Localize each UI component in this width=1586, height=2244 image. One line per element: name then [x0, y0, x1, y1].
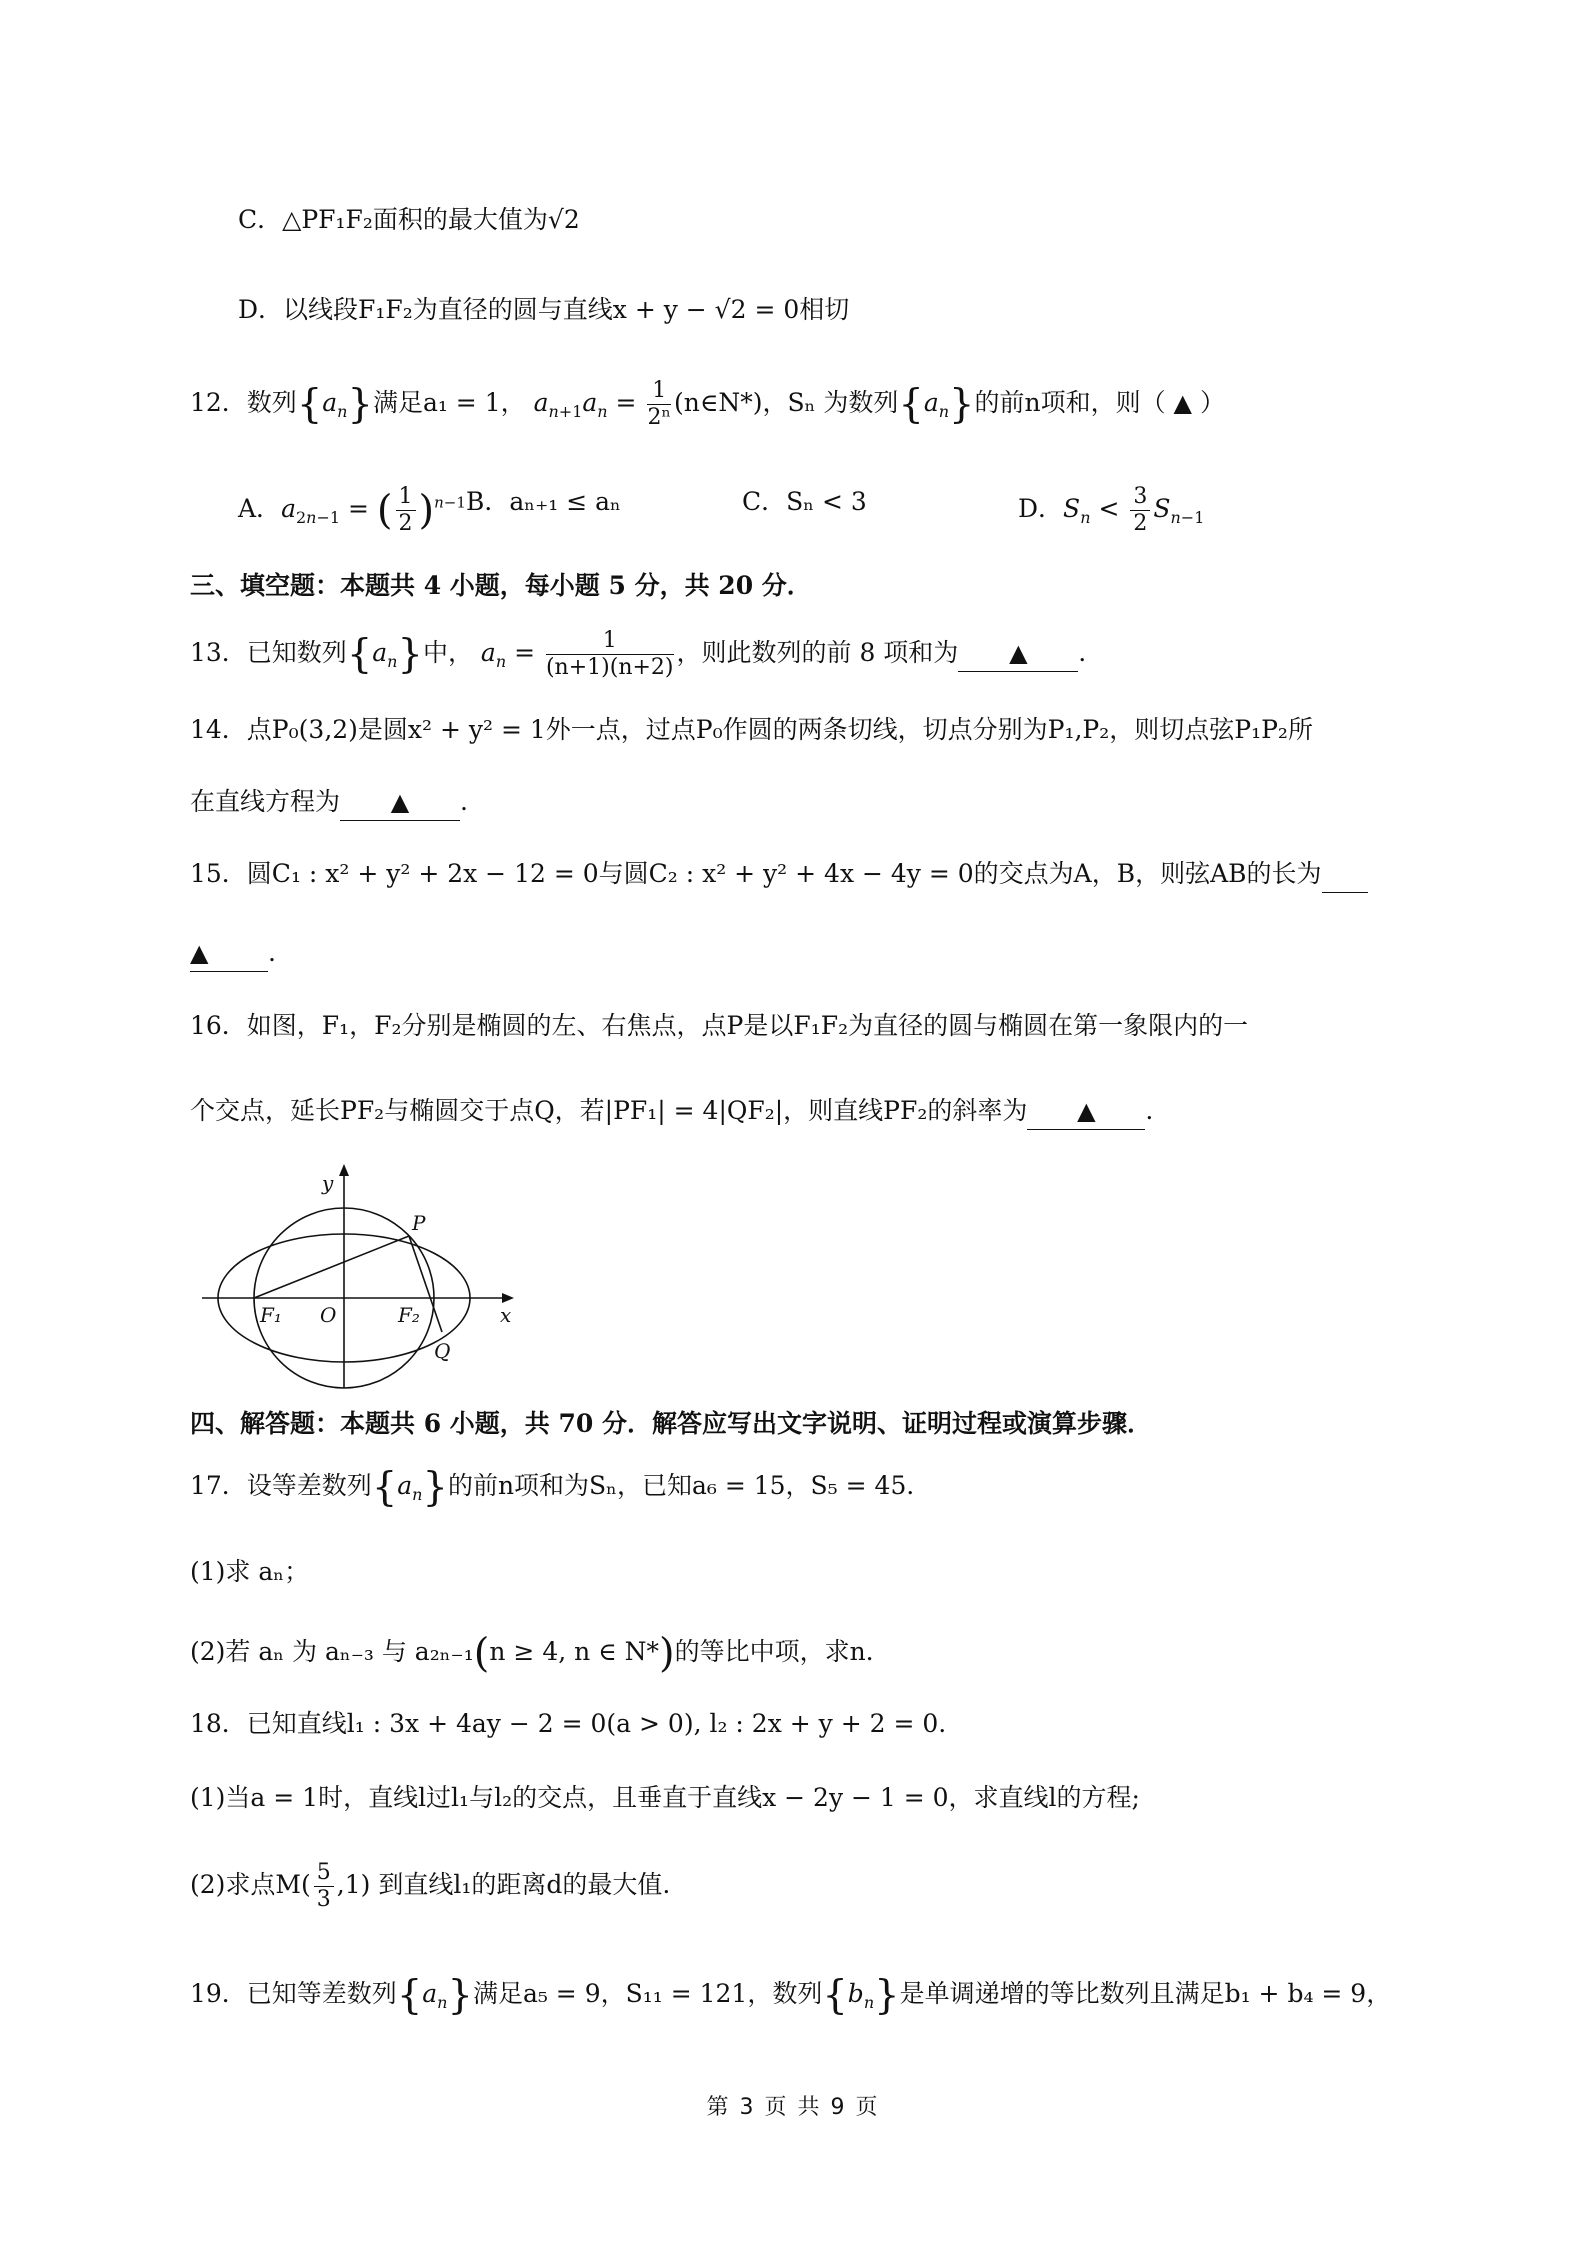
q18-part2: (2)求点M( $\frac{5}{3}$ ,1) 到直线l₁的距离d的最大值. [190, 1860, 671, 1912]
q12-option-b: B．aₙ₊₁ ≤ aₙ [466, 487, 621, 516]
label-q: Q [434, 1339, 451, 1363]
q16-answer-blank[interactable]: ▲ [1027, 1093, 1145, 1130]
label-f2: F₂ [398, 1303, 420, 1327]
q11-option-d: D．以线段F₁F₂为直径的圆与直线x + y − √2 = 0相切 [238, 295, 850, 324]
segment-f1-p [254, 1236, 409, 1298]
q16-line1: 16．如图，F₁，F₂分别是椭圆的左、右焦点，点P是以F₁F₂为直径的圆与椭圆在第一象限内的一 [190, 1011, 1249, 1040]
q16-line2: 个交点，延长PF₂与椭圆交于点Q，若|PF₁| = 4|QF₂|，则直线PF₂的斜率为 ▲ . [190, 1093, 1153, 1130]
label-y: y [322, 1171, 334, 1195]
q17-part2: (2)若 aₙ 为 aₙ₋₃ 与 a₂ₙ₋₁(n ≥ 4, n ∈ N*)的等比中项，求n． [190, 1630, 891, 1677]
q17-stem: 17．设等差数列$\{a_n\}$的前n项和为Sₙ，已知a₆ = 15，S₅ = 45． [190, 1464, 932, 1511]
q12-stem: 12．数列$\{a_n\}$满足a₁ = 1， $a_{n+1}a_n$ = $\frac{1}{\text{2ⁿ}}$ (n∈N*)，Sₙ 为数列$\{a_n\}$的前n项和，则（ ▲ ） [190, 378, 1225, 430]
q15-line2: ▲ . [190, 935, 276, 972]
q17-part1: (1)求 aₙ； [190, 1557, 310, 1586]
label-o: O [320, 1303, 337, 1327]
q14-answer-blank[interactable]: ▲ [340, 784, 460, 821]
q18-stem: 18．已知直线l₁ : 3x + 4ay − 2 = 0(a > 0), l₂ : 2x + y + 2 = 0. [190, 1709, 947, 1738]
q12-option-a: A．$a_{2n-1}$ = ( $\frac{1}{2}$ )$^{n-1}$ [238, 484, 466, 536]
q18-part1: (1)当a = 1时，直线l过l₁与l₂的交点，且垂直于直线x − 2y − 1 = 0，求直线l的方程; [190, 1783, 1140, 1812]
label-x: x [500, 1303, 512, 1327]
section4-heading: 四、解答题：本题共 6 小题，共 70 分．解答应写出文字说明、证明过程或演算步骤． [190, 1409, 1153, 1438]
q14-line1: 14．点P₀(3,2)是圆x² + y² = 1外一点，过点P₀作圆的两条切线，切点分别为P₁,P₂，则切点弦P₁P₂所 [190, 715, 1313, 744]
label-f1: F₁ [260, 1303, 282, 1327]
section3-heading: 三、填空题：本题共 4 小题，每小题 5 分，共 20 分． [190, 571, 812, 600]
q15-line1: 15．圆C₁ : x² + y² + 2x − 12 = 0与圆C₂ : x² + y² + 4x − 4y = 0的交点为A，B，则弦AB的长为 [190, 856, 1368, 893]
q14-line2: 在直线方程为 ▲ . [190, 784, 468, 821]
q11-option-c: C．△PF₁F₂面积的最大值为√2 [238, 205, 580, 234]
q15-answer-blank[interactable]: ▲ [190, 935, 268, 972]
q13-fraction: $\frac{1}{(n+1)(n+2)}$ [545, 628, 674, 680]
q19-stem: 19．已知等差数列$\{a_n\}$满足a₅ = 9，S₁₁ = 121，数列$\{b_n\}$是单调递增的等比数列且满足b₁ + b₄ = 9， [190, 1972, 1392, 2019]
ellipse-circle-figure [196, 1160, 536, 1390]
label-p: P [412, 1211, 426, 1235]
page-footer: 第 3 页 共 9 页 [706, 2095, 880, 2120]
q13-answer-blank[interactable]: ▲ [958, 635, 1078, 672]
q12-option-c: C．Sₙ < 3 [742, 487, 867, 516]
q13: 13．已知数列$\{a_n\}$中， $a_n$ = $\frac{1}{(n+1)(n+2)}$ ，则此数列的前 8 项和为 ▲ ． [190, 628, 1104, 680]
q12-fraction: $\frac{1}{\text{2ⁿ}}$ [647, 378, 671, 430]
answer-triangle-icon: ▲ [1173, 389, 1193, 417]
x-axis-arrow-icon [502, 1293, 514, 1303]
y-axis-arrow-icon [339, 1164, 349, 1176]
q12-option-d: D．$S_n$ < $\frac{3}{2}$ $S_{n-1}$ [1018, 484, 1205, 536]
